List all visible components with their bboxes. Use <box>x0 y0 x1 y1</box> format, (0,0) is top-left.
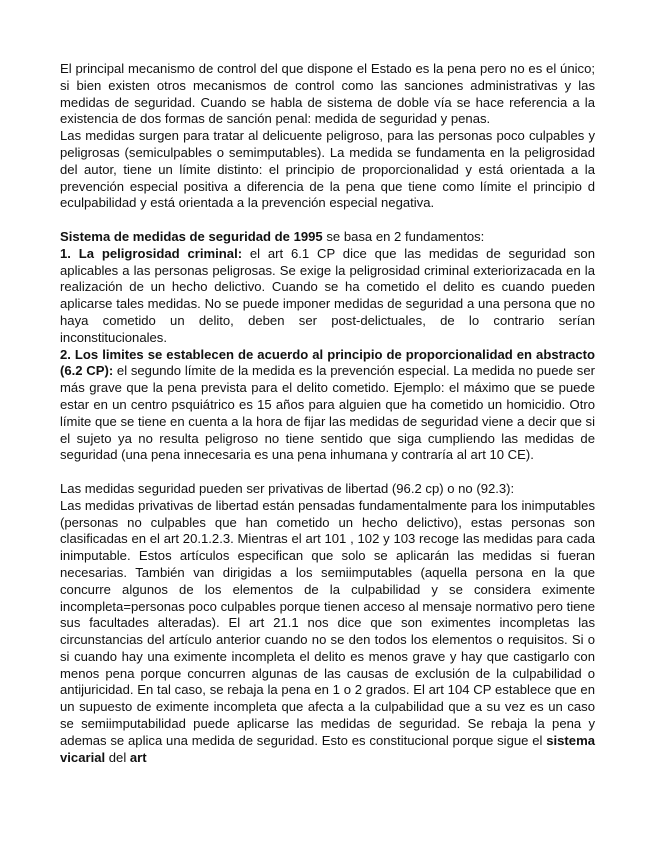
proportionality-limits-text: el segundo límite de la medida es la prevención especial. La medida no puede ser más grave que la pena prevista para el delito cometido. Ejemplo: el máximo que se puede estar en un centro psquiátrico es 15 años para alguien que ha cometido un homicidio. Otro límite que se tiene en cuenta a la hora de fijar las medidas de seguridad viene a decir que si el sujeto ya no resulta peligroso no tiene sentido que siga cumpliendo las medidas de seguridad (una pena innecesaria es una pena inhumana y contraría al art 10 CE). <box>60 363 595 463</box>
system-1995-text: se basa en 2 fundamentos: <box>322 228 485 244</box>
criminal-dangerousness-text: el art 6.1 CP dice que las medidas de seguridad son aplicables a las personas peligrosas. Se exige la peligrosidad criminal exteriorizacada en la realización de un hecho delictivo. Cuando se ha cometido el delito es cuando pueden aplicarse tales medidas. No se puede imponer medidas de seguridad a una persona que no haya cometido un delito, deben ser post-delictuales, de lo contrario serían inconstitucionales. <box>60 245 595 345</box>
criminal-dangerousness-heading: 1. La peligrosidad criminal: <box>60 245 243 261</box>
custodial-measures-text: Las medidas privativas de libertad están pensadas fundamentalmente para los inimputables (personas no culpables que han cometido un hecho delictivo), estas personas son clasificadas en el art 20.1.2.3. Mientras el art 101 , 102 y 103 recoge las medidas para cada inimputable. Estos artículos especifican que solo se aplicarán las medidas si fueran necesarias. También van dirigidas a los semiimputables (aquella persona en la que concurre algunos de los elementos de la culpabilidad y se considera eximente incompleta=personas poco culpables porque tienen acceso al mensaje normativo pero tiene sus facultades alteradas). El art 21.1 nos dice que son eximentes incompletas las circunstancias del artículo anterior cuando no se den todos los elementos o requisitos. Si o si cuando hay una eximente incompleta el delito es menos grave y hay que castigarlo con menos pena porque concurren algunas de las causas de exclusión de la culpabilidad o antijuricidad. En tal caso, se rebaja la pena en 1 o 2 grados. El art 104 CP establece que en un supuesto de eximente incompleta que afecta a la culpabilidad que a su vez es un caso se semiimputabilidad puede aplicarse las medidas de seguridad. Se rebaja la pena y ademas se aplica una medida de seguridad. Esto es constitucional porque sigue el <box>60 497 595 748</box>
custodial-measures-mid: del <box>105 749 130 765</box>
list-item-proportionality-limits <box>60 347 595 465</box>
paragraph-custodial-measures <box>60 498 595 767</box>
document-page <box>60 61 595 766</box>
list-item-criminal-dangerousness <box>60 246 595 347</box>
paragraph-custodial-measures-intro: Las medidas seguridad pueden ser privativas de libertad (96.2 cp) o no (92.3): <box>60 480 515 496</box>
paragraph-control-mechanism: El principal mecanismo de control del que dispone el Estado es la pena pero no es el único; si bien existen otros mecanismos de control como las sanciones administrativas y las medidas de seguridad. Cuando se habla de sistema de doble vía se hace referencia a la existencia de dos formas de sanción penal: medida de seguridad y penas. <box>60 61 595 127</box>
art-term: art <box>129 749 147 765</box>
paragraph-gap <box>60 464 595 481</box>
vicarial-system-term: sistema vicarial <box>60 732 595 765</box>
paragraph-measures-origin: Las medidas surgen para tratar al delicuente peligroso, para las personas poco culpables y peligrosas (semiculpables o semimputables). La medida se fundamenta en la peligrosidad del autor, tiene un límite distinto: el principio de proporcionalidad y está orientada a la prevención especial positiva a diferencia de la pena que tiene como límite el principio d eculpabilidad y está orientada a la prevención especial negativa. <box>60 128 595 211</box>
paragraph-gap <box>60 212 595 229</box>
paragraph-system-1995 <box>60 229 595 246</box>
system-1995-heading: Sistema de medidas de seguridad de 1995 <box>60 228 323 244</box>
proportionality-limits-heading: 2. Los limites se establecen de acuerdo al principio de proporcionalidad en abstracto (6.2 CP): <box>60 346 595 379</box>
